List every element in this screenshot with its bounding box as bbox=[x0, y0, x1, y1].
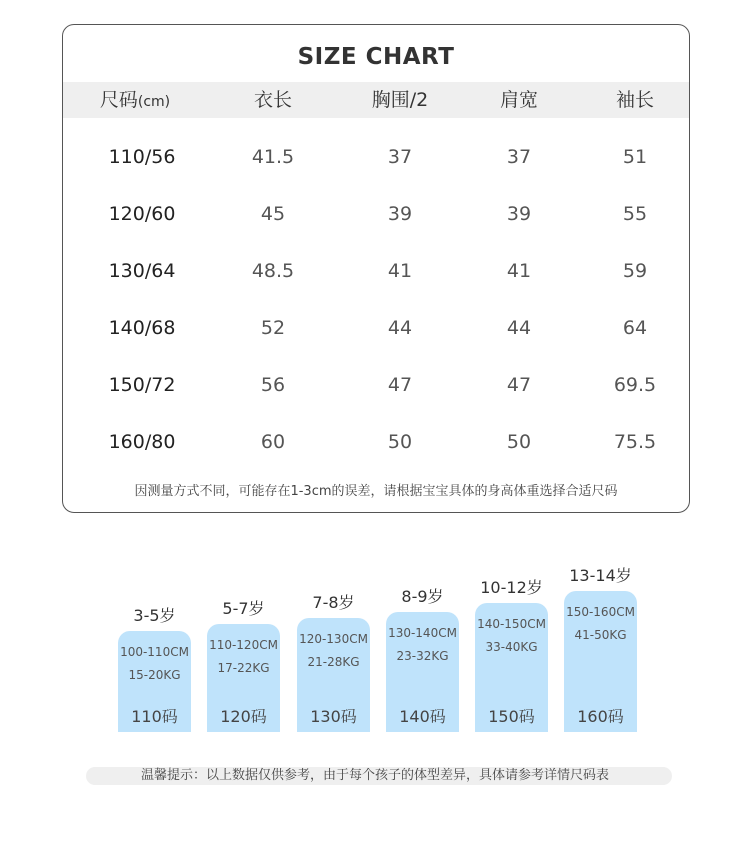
bar-weight-range: 41-50KG bbox=[574, 628, 627, 642]
table-cell: 39 bbox=[387, 203, 413, 225]
header-sleeve: 袖长 bbox=[615, 89, 654, 111]
age-label: 3-5岁 bbox=[133, 606, 176, 625]
bar-height-range: 100-110CM bbox=[120, 645, 189, 659]
size-bar bbox=[118, 631, 191, 732]
table-cell: 60 bbox=[260, 431, 286, 453]
measurement-note: 因测量方式不同，可能存在1-3cm的误差，请根据宝宝具体的身高体重选择合适尺码 bbox=[134, 484, 618, 499]
age-label: 10-12岁 bbox=[480, 578, 543, 597]
table-cell: 52 bbox=[260, 317, 286, 339]
table-cell: 41 bbox=[506, 260, 532, 282]
size-cell: 110/56 bbox=[108, 146, 176, 168]
bar-size-label: 110码 bbox=[131, 707, 178, 726]
table-cell: 56 bbox=[260, 374, 286, 396]
table-cell: 44 bbox=[506, 317, 532, 339]
bar-height-range: 110-120CM bbox=[209, 638, 278, 652]
age-label: 5-7岁 bbox=[222, 599, 265, 618]
tip-text: 温馨提示：以上数据仅供参考，由于每个孩子的体型差异，具体请参考详情尺码表 bbox=[140, 768, 609, 783]
table-cell: 37 bbox=[387, 146, 413, 168]
bar-size-label: 130码 bbox=[310, 707, 357, 726]
table-cell: 47 bbox=[506, 374, 532, 396]
chart-title: SIZE CHART bbox=[297, 44, 455, 70]
table-cell: 50 bbox=[506, 431, 532, 453]
size-cell: 140/68 bbox=[108, 317, 176, 339]
bar-weight-range: 23-32KG bbox=[396, 649, 449, 663]
age-label: 8-9岁 bbox=[401, 587, 444, 606]
bar-height-range: 130-140CM bbox=[388, 626, 457, 640]
table-cell: 64 bbox=[622, 317, 648, 339]
header-chest: 胸围/2 bbox=[371, 89, 429, 111]
age-label: 7-8岁 bbox=[312, 593, 355, 612]
table-cell: 44 bbox=[387, 317, 413, 339]
size-bar bbox=[475, 603, 548, 732]
table-cell: 37 bbox=[506, 146, 532, 168]
table-cell: 47 bbox=[387, 374, 413, 396]
size-cell: 130/64 bbox=[108, 260, 176, 282]
table-cell: 41.5 bbox=[251, 146, 295, 168]
bar-height-range: 120-130CM bbox=[299, 632, 368, 646]
header-length: 衣长 bbox=[253, 89, 292, 111]
bar-weight-range: 21-28KG bbox=[307, 655, 360, 669]
bar-weight-range: 15-20KG bbox=[128, 668, 181, 682]
bar-height-range: 150-160CM bbox=[566, 605, 635, 619]
table-cell: 55 bbox=[622, 203, 648, 225]
size-bar bbox=[207, 624, 280, 732]
size-cell: 160/80 bbox=[108, 431, 176, 453]
bar-size-label: 140码 bbox=[399, 707, 446, 726]
table-cell: 45 bbox=[260, 203, 286, 225]
header-size bbox=[75, 82, 195, 118]
bar-height-range: 140-150CM bbox=[477, 617, 546, 631]
bar-size-label: 120码 bbox=[220, 707, 267, 726]
size-bar bbox=[564, 591, 637, 732]
table-cell: 59 bbox=[622, 260, 648, 282]
table-cell: 51 bbox=[622, 146, 648, 168]
table-cell: 50 bbox=[387, 431, 413, 453]
table-cell: 48.5 bbox=[251, 260, 295, 282]
bar-size-label: 160码 bbox=[577, 707, 624, 726]
header-size-label: 尺码 bbox=[99, 89, 138, 111]
age-label: 13-14岁 bbox=[569, 566, 632, 585]
bar-weight-range: 17-22KG bbox=[217, 661, 270, 675]
table-header bbox=[63, 82, 689, 118]
header-size-unit: (cm) bbox=[137, 94, 171, 110]
table-cell: 41 bbox=[387, 260, 413, 282]
size-cell: 150/72 bbox=[108, 374, 176, 396]
size-cell: 120/60 bbox=[108, 203, 176, 225]
bar-weight-range: 33-40KG bbox=[485, 640, 538, 654]
bar-size-label: 150码 bbox=[488, 707, 535, 726]
table-cell: 69.5 bbox=[613, 374, 657, 396]
table-cell: 75.5 bbox=[613, 431, 657, 453]
size-bar bbox=[386, 612, 459, 732]
size-chart-card bbox=[62, 24, 690, 513]
header-shoulder: 肩宽 bbox=[499, 89, 538, 111]
size-bar bbox=[297, 618, 370, 732]
table-cell: 39 bbox=[506, 203, 532, 225]
